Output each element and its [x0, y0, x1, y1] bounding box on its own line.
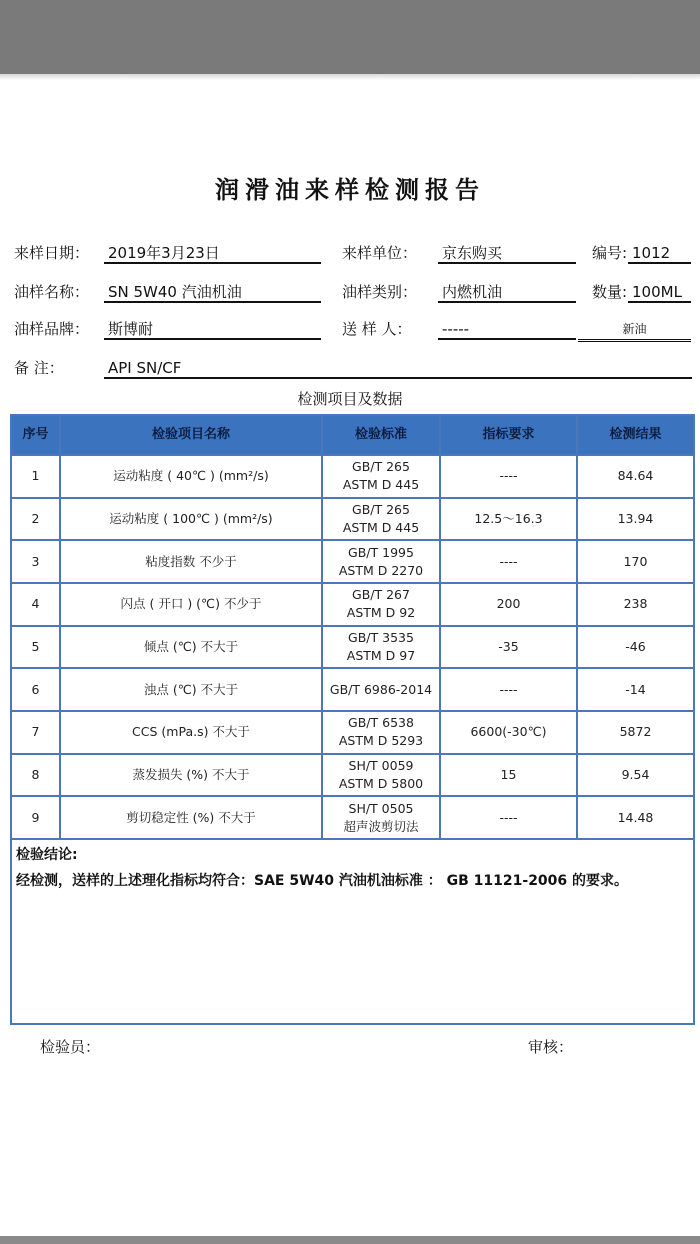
row-no: 9	[11, 796, 60, 839]
section-title: 检测项目及数据	[297, 390, 403, 408]
sender-value: -----	[438, 318, 576, 340]
row-no: 7	[11, 711, 60, 754]
inspector-label: 检验员：	[40, 1038, 101, 1056]
row-item: 倾点 (℃) 不大于	[60, 626, 322, 669]
table-row	[11, 540, 694, 583]
row-item: 蒸发损失 (%) 不大于	[60, 754, 322, 797]
oil-brand-label: 油样品牌：	[14, 320, 90, 338]
row-result: 9.54	[577, 754, 694, 797]
sample-date-value: 2019年3月23日	[104, 242, 321, 264]
row-no: 6	[11, 668, 60, 711]
row-no: 5	[11, 626, 60, 669]
standard-line-2: ASTM D 5293	[338, 733, 424, 749]
row-standard	[322, 626, 440, 669]
table-row	[11, 711, 694, 754]
oil-type-value: 内燃机油	[438, 281, 576, 303]
row-standard	[322, 668, 440, 711]
row-requirement: 6600(-30℃)	[440, 711, 577, 754]
standard-line-1: GB/T 265	[352, 459, 410, 475]
row-result: -14	[577, 668, 694, 711]
row-requirement: ----	[440, 455, 577, 498]
row-item: 剪切稳定性 (%) 不大于	[60, 796, 322, 839]
standard-line-1: GB/T 1995	[348, 544, 414, 560]
row-item: 运动粘度 ( 40℃ ) (mm²/s)	[60, 455, 322, 498]
remark-value: API SN/CF	[104, 357, 692, 379]
row-result: 5872	[577, 711, 694, 754]
table-row	[11, 583, 694, 626]
quantity-value: 100ML	[628, 281, 691, 303]
quantity-label: 数量:	[592, 283, 628, 301]
row-standard	[322, 796, 440, 839]
conclusion-heading: 检验结论:	[16, 847, 78, 864]
row-requirement: ----	[440, 540, 577, 583]
standard-line-1: GB/T 6986-2014	[329, 681, 433, 697]
oil-condition-value: 新油	[578, 318, 691, 342]
row-item: 粘度指数 不少于	[60, 540, 322, 583]
table-row	[11, 498, 694, 541]
header-standard: 检验标准	[322, 415, 440, 455]
sample-unit-value: 京东购买	[438, 242, 576, 264]
oil-name-label: 油样名称：	[14, 283, 90, 301]
row-result: 84.64	[577, 455, 694, 498]
table-row	[11, 754, 694, 797]
viewer-top-bar	[0, 0, 700, 74]
oil-name-value: SN 5W40 汽油机油	[104, 281, 321, 303]
standard-line-2: ASTM D 97	[346, 648, 416, 664]
row-requirement: 200	[440, 583, 577, 626]
row-result: 13.94	[577, 498, 694, 541]
row-no: 3	[11, 540, 60, 583]
header-item: 检验项目名称	[60, 415, 322, 455]
row-result: 14.48	[577, 796, 694, 839]
row-item: 闪点 ( 开口 ) (℃) 不少于	[60, 583, 322, 626]
number-value: 1012	[628, 242, 691, 264]
standard-line-1: GB/T 267	[352, 587, 410, 603]
row-standard	[322, 498, 440, 541]
row-item: 运动粘度 ( 100℃ ) (mm²/s)	[60, 498, 322, 541]
standard-line-2: ASTM D 5800	[338, 776, 424, 792]
row-standard	[322, 455, 440, 498]
table-row	[11, 796, 694, 839]
row-no: 4	[11, 583, 60, 626]
sample-date-label: 来样日期：	[14, 244, 90, 262]
table-row	[11, 668, 694, 711]
report-title: 润滑油来样检测报告	[215, 175, 485, 204]
row-requirement: ----	[440, 796, 577, 839]
remark-label: 备 注：	[14, 359, 64, 377]
standard-line-2: ASTM D 92	[346, 605, 416, 621]
conclusion-cell	[11, 839, 694, 1024]
row-requirement: -35	[440, 626, 577, 669]
standard-line-2: 超声波剪切法	[343, 818, 419, 834]
standard-line-1: SH/T 0059	[348, 758, 414, 774]
row-result: 170	[577, 540, 694, 583]
sample-unit-label: 来样单位：	[342, 244, 418, 262]
number-label: 编号:	[592, 244, 628, 262]
header-result: 检测结果	[577, 415, 694, 455]
row-no: 8	[11, 754, 60, 797]
row-standard	[322, 754, 440, 797]
table-row	[11, 626, 694, 669]
row-requirement: 15	[440, 754, 577, 797]
row-no: 1	[11, 455, 60, 498]
row-standard	[322, 583, 440, 626]
standard-line-1: GB/T 265	[352, 502, 410, 517]
standard-line-2: ASTM D 445	[342, 477, 420, 493]
conclusion-text: 经检测，送样的上述理化指标均符合：SAE 5W40 汽油机油标准 ： GB 11121-2006 的要求。	[16, 873, 629, 890]
row-result: 238	[577, 583, 694, 626]
reviewer-label: 审核：	[528, 1038, 574, 1056]
row-requirement: ----	[440, 668, 577, 711]
row-no: 2	[11, 498, 60, 541]
row-standard	[322, 540, 440, 583]
header-requirement: 指标要求	[440, 415, 577, 455]
row-item: 浊点 (℃) 不大于	[60, 668, 322, 711]
oil-brand-value: 斯博耐	[104, 318, 321, 340]
standard-line-1: GB/T 6538	[348, 715, 414, 731]
conclusion-row	[11, 839, 694, 1024]
row-result: -46	[577, 626, 694, 669]
viewer-bottom-bar	[0, 1236, 700, 1244]
header-no: 序号	[11, 415, 60, 455]
test-data-table	[10, 414, 695, 1025]
standard-line-1: SH/T 0505	[348, 800, 414, 816]
row-standard	[322, 711, 440, 754]
top-bar-shadow	[0, 74, 700, 80]
row-item: CCS (mPa.s) 不大于	[60, 711, 322, 754]
standard-line-2: ASTM D 445	[342, 520, 420, 535]
sender-label: 送 样 人：	[342, 320, 412, 338]
standard-line-2: ASTM D 2270	[338, 562, 424, 578]
oil-type-label: 油样类别：	[342, 283, 418, 301]
table-header-row	[11, 415, 694, 455]
row-requirement: 12.5～16.3	[440, 498, 577, 541]
standard-line-1: GB/T 3535	[348, 630, 414, 646]
table-row	[11, 455, 694, 498]
